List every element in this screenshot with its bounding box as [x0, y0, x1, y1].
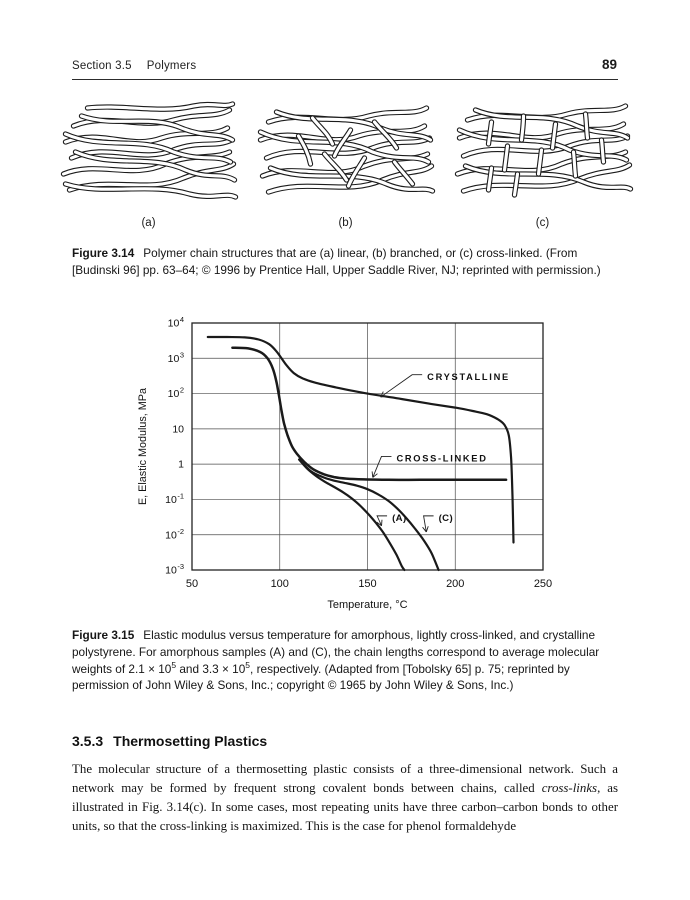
figure-3-14: [56, 96, 636, 229]
header-rule: [72, 79, 618, 80]
svg-text:250: 250: [533, 578, 553, 590]
svg-text:(A): (A): [392, 513, 407, 525]
page-header: [72, 60, 196, 72]
svg-text:200: 200: [446, 578, 465, 590]
svg-text:10: 10: [172, 423, 184, 436]
figure-3-15-caption-text-2: and 3.3 × 10: [176, 661, 246, 676]
linear-polymer-illustration: [56, 96, 241, 214]
figure-3-15-caption: [72, 627, 621, 694]
svg-text:1: 1: [178, 458, 184, 471]
svg-text:10-3: $10^{-3}$: [165, 562, 184, 577]
figure-3-15-caption-text-3: , respectively. (Adapted from [Tobolsky 65] p. 75; reprinted by permission of John Wiley & Sons, Inc.; copyright © 1965 by John Wiley & Sons, Inc.): [72, 661, 570, 693]
section-heading: [72, 733, 267, 749]
figure-3-14-panel-b: [253, 96, 438, 229]
panel-a-label: (a): [141, 217, 156, 229]
panel-b-label: (b): [338, 217, 353, 229]
section-heading-title: Thermosetting Plastics: [113, 733, 268, 749]
body-paragraph: [72, 760, 618, 836]
svg-text:50: 50: [185, 578, 199, 590]
svg-text:103: $10^3$: [167, 350, 184, 365]
cross-linked-polymer-illustration: [450, 96, 635, 214]
figure-3-14-caption: [72, 245, 621, 279]
svg-text:102: $10^2$: [167, 385, 184, 401]
figure-3-14-caption-label: Figure 3.14: [72, 246, 135, 260]
figure-3-15-caption-sup-2: 5: [245, 659, 251, 670]
body-text-italic: cross-links: [541, 781, 598, 795]
figure-3-15-chart: [0, 313, 690, 613]
figure-3-15-caption-label: Figure 3.15: [72, 628, 135, 642]
figure-3-15-caption-sup-1: 5: [171, 659, 177, 670]
figure-3-14-panel-c: [450, 96, 635, 229]
section-heading-number: 3.5.3: [72, 733, 104, 749]
svg-text:104: $10^4$: [167, 315, 184, 330]
svg-text:CRYSTALLINE: CRYSTALLINE: [427, 372, 510, 383]
figure-3-14-caption-text: Polymer chain structures that are (a) linear, (b) branched, or (c) cross-linked. (From [Budinski 96] pp. 63–64; © 1996 by Prentice Hall, Upper Saddle River, NJ; reprinted with permission.): [72, 246, 601, 277]
svg-text:10-1: $10^{-1}$: [165, 491, 184, 507]
body-text-1: The molecular structure of a thermosetting plastic consists of a three-dimensional network. Such a network may be formed by frequent strong covalent bonds between chains, called: [72, 762, 618, 795]
page-number: 89: [601, 57, 617, 72]
svg-text:E, Elastic Modulus, MPa: E, Elastic Modulus, MPa: [137, 387, 149, 506]
branched-polymer-illustration: [253, 96, 438, 214]
svg-text:10-2: $10^{-2}$: [165, 526, 184, 542]
svg-text:Temperature, °C: Temperature, °C: [327, 599, 408, 611]
body-text-2: , as illustrated in Fig. 3.14(c). In some cases, most repeating units have three carbon–carbon bonds to other units, so that the cross-linking is maximized. This is the case for phenol formaldehyde: [72, 781, 618, 833]
panel-c-label: (c): [535, 217, 550, 229]
header-section-number: Section 3.5: [72, 60, 132, 72]
figure-3-15-caption-text-1: Elastic modulus versus temperature for amorphous, lightly cross-linked, and crystalline polystyrene. For amorphous samples (A) and (C), the chain lengths correspond to average molecular weights of 2.1 × 10: [72, 628, 600, 676]
svg-text:100: 100: [270, 578, 289, 590]
header-section-title: Polymers: [146, 60, 197, 72]
svg-text:(C): (C): [438, 513, 454, 525]
figure-3-15: [0, 313, 690, 613]
svg-text:CROSS-LINKED: CROSS-LINKED: [396, 453, 488, 464]
svg-text:150: 150: [358, 578, 377, 590]
figure-3-14-panel-a: [56, 96, 241, 229]
